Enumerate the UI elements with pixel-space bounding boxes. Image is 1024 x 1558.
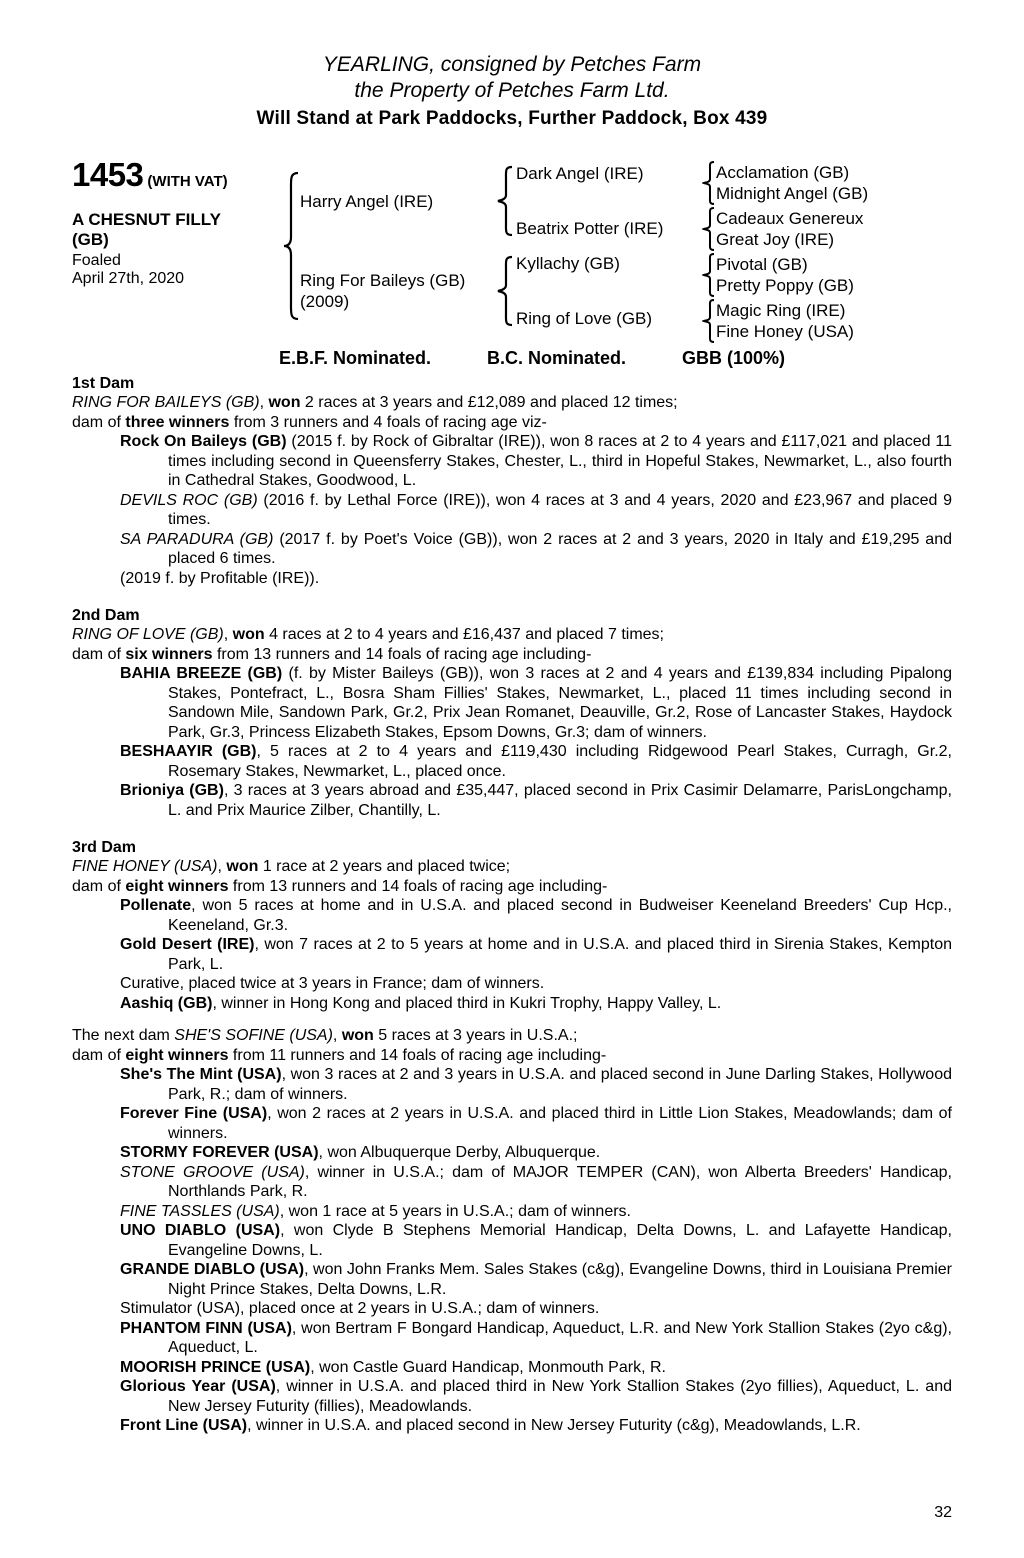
third-dam-name: FINE HONEY (USA)	[72, 858, 218, 875]
progeny-entry: STONE GROOVE (USA), winner in U.S.A.; dam of MAJOR TEMPER (CAN), won Alberta Breeders' Handicap, Northlands Park, R.	[120, 1163, 952, 1200]
lot-description-line-2: (GB)	[72, 230, 109, 249]
lot-vat-note: (WITH VAT)	[147, 173, 228, 190]
progeny-entry: She's The Mint (USA), won 3 races at 2 and 3 years in U.S.A. and placed second in June Darling Stakes, Hollywood Park, R.; dam of winners.	[120, 1066, 952, 1103]
third-dam-damof: dam of eight winners from 13 runners and 14 foals of racing age including-	[72, 877, 608, 895]
generation-1-column	[300, 156, 496, 336]
progeny-entry: PHANTOM FINN (USA), won Bertram F Bongard Handicap, Aqueduct, L.R. and New York Stallion Stakes (2yo c&g), Aqueduct, L.	[120, 1319, 953, 1356]
first-dam-heading: 1st Dam	[72, 375, 135, 392]
third-dam-heading: 3rd Dam	[72, 839, 137, 856]
brace-gen3-a	[702, 160, 716, 206]
lot-number: 1453	[72, 156, 144, 193]
second-dam-damof: dam of six winners from 13 runners and 14 foals of racing age including-	[72, 645, 592, 663]
stand-location: Will Stand at Park Paddocks, Further Paddock, Box 439	[256, 108, 768, 129]
sire-sire-dam-name: Midnight Angel (GB)	[716, 184, 869, 203]
dam-year: (2009)	[300, 292, 350, 311]
progeny-entry: Forever Fine (USA), won 2 races at 2 years in U.S.A. and placed third in Little Lion Stakes, Meadowlands; dam of winners.	[120, 1105, 952, 1142]
foaled-label: Foaled	[72, 252, 121, 269]
gbb-nomination: GBB (100%)	[682, 348, 786, 368]
dam-sire-sire-name: Pivotal (GB)	[716, 255, 808, 274]
progeny-entry: FINE TASSLES (USA), won 1 race at 5 years in U.S.A.; dam of winners.	[120, 1202, 631, 1220]
progeny-entry: STORMY FOREVER (USA), won Albuquerque Derby, Albuquerque.	[120, 1144, 601, 1161]
progeny-entry: DEVILS ROC (GB) (2016 f. by Lethal Force (IRE)), won 4 races at 3 and 4 years, 2020 and £23,967 and placed 9 times.	[120, 491, 953, 528]
progeny-entry: Stimulator (USA), placed once at 2 years in U.S.A.; dam of winners.	[120, 1300, 600, 1317]
bc-nomination: B.C. Nominated.	[486, 348, 626, 368]
sire-dam-dam-name: Great Joy (IRE)	[716, 230, 835, 249]
lot-info	[72, 156, 282, 336]
progeny-entry: Curative, placed twice at 3 years in France; dam of winners.	[120, 975, 545, 992]
lot-number-line	[72, 156, 282, 194]
brace-dam-gen2	[496, 255, 514, 327]
sire-sire-name: Dark Angel (IRE)	[516, 164, 644, 183]
dam-sire-name: Kyllachy (GB)	[516, 254, 620, 273]
header-line-2: the Property of Petches Farm Ltd.	[354, 79, 670, 102]
progeny-entry: UNO DIABLO (USA), won Clyde B Stephens Memorial Handicap, Delta Downs, L. and Lafayette Handicap, Evangeline Downs, L.	[120, 1222, 953, 1259]
sire-sire-sire-name: Acclamation (GB)	[716, 163, 850, 182]
progeny-entry: MOORISH PRINCE (USA), won Castle Guard Handicap, Monmouth Park, R.	[120, 1358, 666, 1376]
brace-gen3-d	[702, 298, 716, 344]
progeny-entry: Rock On Baileys (GB) (2015 f. by Rock of Gibraltar (IRE)), won 8 races at 2 to 4 years and £117,021 and placed 11 times including second in Queensferry Stakes, Chester, L., third in Hopeful Stakes, Newmarket, L., also fourth in Cathedral Stakes, Goodwood, L.	[120, 433, 953, 489]
brace-gen3-c	[702, 252, 716, 298]
generation-3-column	[702, 156, 902, 341]
progeny-entry: BESHAAYIR (GB), 5 races at 2 to 4 years and £119,430 including Ridgewood Pearl Stakes, Curragh, Gr.2, Rosemary Stakes, Newmarket, L., placed once.	[120, 743, 952, 780]
header-line-1: YEARLING, consigned by Petches Farm	[322, 53, 702, 76]
foaled-date: April 27th, 2020	[72, 270, 185, 287]
dam-dam-sire-name: Magic Ring (IRE)	[716, 301, 846, 320]
dam-block	[300, 246, 496, 336]
brace-gen3-b	[702, 206, 716, 252]
next-dam-summary: The next dam SHE'S SOFINE (USA), won 5 races at 3 years in U.S.A.;	[72, 1027, 578, 1044]
pedigree-chart	[72, 156, 952, 341]
progeny-entry: Front Line (USA), winner in U.S.A. and placed second in New Jersey Futurity (c&g), Meadowlands, L.R.	[120, 1417, 861, 1434]
sire-dam-sire-name: Cadeaux Genereux	[716, 209, 864, 228]
first-dam-damof: dam of three winners from 3 runners and 4 foals of racing age viz-	[72, 413, 547, 431]
dam-dam-dam-name: Fine Honey (USA)	[716, 322, 854, 341]
second-dam-heading: 2nd Dam	[72, 607, 140, 624]
dam-dam-parents	[702, 298, 902, 344]
second-dam-summary: RING OF LOVE (GB), won 4 races at 2 to 4 years and £16,437 and placed 7 times;	[72, 626, 664, 643]
sire-block	[300, 156, 496, 246]
progeny-entry: Brioniya (GB), 3 races at 3 years abroad and £35,447, placed second in Prix Casimir Delamarre, ParisLongchamp, L. and Prix Maurice Zilber, Chantilly, L.	[120, 782, 952, 819]
brace-sire-gen2	[496, 165, 514, 237]
brace-generation-2-group	[496, 156, 516, 336]
progeny-entry: Glorious Year (USA), winner in U.S.A. and placed third in New York Stallion Stakes (2yo fillies), Aqueduct, L. and New Jersey Futurity (fillies), Meadowlands.	[120, 1378, 952, 1415]
sire-name: Harry Angel (IRE)	[300, 191, 434, 211]
sire-sire-parents	[702, 160, 902, 206]
first-dam-name: RING FOR BAILEYS (GB)	[72, 394, 260, 411]
page-number: 32	[934, 1504, 952, 1521]
third-dam-summary: FINE HONEY (USA), won 1 race at 2 years and placed twice;	[72, 858, 511, 875]
consignment-header	[72, 52, 952, 104]
next-dam-name: SHE'S SOFINE (USA)	[174, 1027, 333, 1044]
progeny-entry: BAHIA BREEZE (GB) (f. by Mister Baileys (GB)), won 3 races at 2 and 4 years and £139,834 including Pipalong Stakes, Pontefract, L., Bosra Sham Fillies' Stakes, Newmarket, L., placed 11 times including second in Sandown Mile, Sandown Park, Gr.2, Prix Jean Romanet, Deauville, Gr.2, Rose of Lancaster Stakes, Haydock Park, Gr.3, Princess Elizabeth Stakes, Epsom Downs, Gr.3; dam of winners.	[120, 665, 953, 741]
next-dam-damof: dam of eight winners from 11 runners and 14 foals of racing age including-	[72, 1046, 607, 1064]
first-dam-summary: RING FOR BAILEYS (GB), won 2 races at 3 years and £12,089 and placed 12 times;	[72, 394, 678, 411]
progeny-entry: Pollenate, won 5 races at home and in U.S.A. and placed second in Budweiser Keeneland Breeders' Cup Hcp., Keeneland, Gr.3.	[120, 897, 952, 934]
progeny-entry: Aashiq (GB), winner in Hong Kong and placed third in Kukri Trophy, Happy Valley, L.	[120, 994, 722, 1012]
second-dam-name: RING OF LOVE (GB)	[72, 626, 224, 643]
progeny-entry: GRANDE DIABLO (USA), won John Franks Mem. Sales Stakes (c&g), Evangeline Downs, third in Louisiana Premier Night Prince Stakes, Delta Downs, L.R.	[120, 1261, 952, 1298]
brace-generation-1	[282, 156, 300, 336]
generation-2-column	[516, 156, 702, 336]
ebf-nomination: E.B.F. Nominated.	[278, 348, 431, 368]
dam-sire-dam-name: Pretty Poppy (GB)	[716, 276, 854, 295]
dam-dam-name: Ring of Love (GB)	[516, 309, 653, 328]
sire-dam-parents	[702, 206, 902, 252]
lot-description-line-1: A CHESNUT FILLY	[72, 210, 221, 229]
dam-name: Ring For Baileys (GB)	[300, 271, 466, 290]
progeny-entry: Gold Desert (IRE), won 7 races at 2 to 5 years at home and in U.S.A. and placed third in Sirenia Stakes, Kempton Park, L.	[120, 936, 952, 973]
progeny-entry: (2019 f. by Profitable (IRE)).	[120, 569, 320, 587]
sire-dam-name: Beatrix Potter (IRE)	[516, 219, 664, 238]
dam-sire-parents	[702, 252, 902, 298]
progeny-entry: SA PARADURA (GB) (2017 f. by Poet's Voice (GB)), won 2 races at 2 and 3 years, 2020 in Italy and £19,295 and placed 6 times.	[120, 530, 953, 567]
nominations-row	[72, 348, 952, 369]
